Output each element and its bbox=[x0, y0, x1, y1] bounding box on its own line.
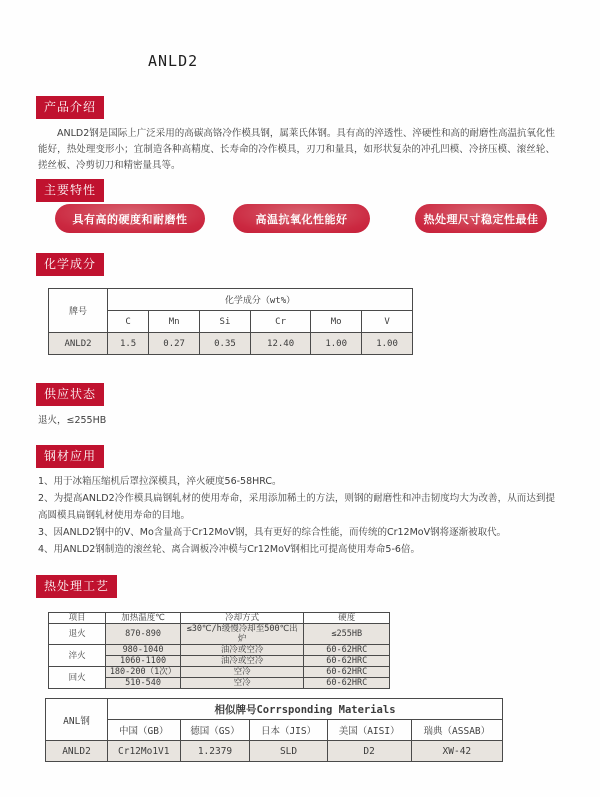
chem-grade-cell: ANLD2 bbox=[49, 333, 108, 355]
application-list bbox=[38, 473, 555, 558]
feature-pill-stability: 热处理尺寸稳定性最佳 bbox=[415, 204, 547, 233]
equiv-col-header: 日本（JIS） bbox=[250, 720, 327, 741]
section-badge-chemistry: 化学成分 bbox=[36, 253, 104, 276]
section-badge-features: 主要特性 bbox=[36, 179, 104, 202]
equiv-value-cell: Cr12Mo1V1 bbox=[108, 741, 181, 762]
heat-item-cell: 回火 bbox=[49, 667, 106, 689]
chem-value-cell: 0.27 bbox=[149, 333, 200, 355]
chem-value-cell: 1.5 bbox=[108, 333, 149, 355]
intro-paragraph: ANLD2钢是国际上广泛采用的高碳高铬冷作模具钢，属莱氏体钢。具有高的淬透性、淬硬性和高的耐磨性高温抗氧化性能好，热处理变形小；宜制造各种高精度、长寿命的冷作模具，刃刀和量具，如形状复杂的冲孔凹模、冷挤压模、滚丝轮、搓丝板、冷剪切刀和精密量具等。 bbox=[38, 128, 555, 171]
chem-col-header: Mn bbox=[149, 311, 200, 333]
heat-hardness-cell: 60-62HRC bbox=[304, 667, 390, 678]
heat-temp-cell: 510-540 bbox=[106, 678, 180, 689]
application-item: 4、用ANLD2钢制造的滚丝轮、离合调板冷冲模与Cr12MoV钢相比可提高使用寿命5-6倍。 bbox=[38, 544, 420, 555]
section-badge-intro: 产品介绍 bbox=[36, 96, 104, 119]
heat-temp-cell: 180-200（1次） bbox=[106, 667, 180, 678]
heat-item-cell: 退火 bbox=[49, 624, 106, 645]
heat-cooling-cell: 油冷或空冷 bbox=[180, 645, 304, 656]
heat-temp-cell: 870-890 bbox=[106, 624, 180, 645]
application-item: 2、为提高ANLD2冷作模具扁钢轧材的使用寿命，采用添加稀土的方法，则钢的耐磨性和冲击韧度均大为改善，从而达到提高圆模具扁钢轧材使用寿命的目地。 bbox=[38, 493, 555, 521]
feature-pill-oxidation: 高温抗氧化性能好 bbox=[233, 204, 370, 233]
application-item: 1、用于冰箱压缩机后罩拉深模具，淬火硬度56-58HRC。 bbox=[38, 476, 282, 487]
equiv-grade-cell: ANLD2 bbox=[46, 741, 108, 762]
equivalent-grades-table bbox=[45, 698, 503, 762]
chem-value-cell: 12.40 bbox=[250, 333, 310, 355]
chem-col-header: Si bbox=[200, 311, 251, 333]
chem-value-cell: 1.00 bbox=[311, 333, 362, 355]
equiv-col-header: 美国（AISI） bbox=[327, 720, 411, 741]
equiv-value-cell: D2 bbox=[327, 741, 411, 762]
chem-col-header: Mo bbox=[311, 311, 362, 333]
heat-col-header: 加热温度℃ bbox=[106, 613, 180, 624]
heat-treatment-table bbox=[48, 612, 390, 689]
heat-cooling-cell: ≤30℃/h缓慢冷却至500℃出炉 bbox=[180, 624, 304, 645]
heat-col-header: 硬度 bbox=[304, 613, 390, 624]
equiv-col-header: 中国（GB） bbox=[108, 720, 181, 741]
heat-hardness-cell: 60-62HRC bbox=[304, 678, 390, 689]
heat-hardness-cell: 60-62HRC bbox=[304, 645, 390, 656]
chem-value-cell: 0.35 bbox=[200, 333, 251, 355]
heat-temp-cell: 980-1040 bbox=[106, 645, 180, 656]
heat-col-header: 项目 bbox=[49, 613, 106, 624]
supply-status-text: 退火，≤255HB bbox=[38, 415, 107, 426]
heat-item-cell: 淬火 bbox=[49, 645, 106, 667]
chem-col-header: C bbox=[108, 311, 149, 333]
page-title: ANLD2 bbox=[148, 52, 199, 70]
feature-pills bbox=[0, 204, 600, 233]
heat-cooling-cell: 空冷 bbox=[180, 667, 304, 678]
equiv-value-cell: XW-42 bbox=[411, 741, 502, 762]
feature-pill-hardness: 具有高的硬度和耐磨性 bbox=[55, 204, 205, 233]
section-badge-supply: 供应状态 bbox=[36, 383, 104, 406]
heat-temp-cell: 1060-1100 bbox=[106, 656, 180, 667]
equiv-col-header: 德国（GS） bbox=[180, 720, 250, 741]
heat-hardness-cell: ≤255HB bbox=[304, 624, 390, 645]
equiv-col-header: 瑞典（ASSAB） bbox=[411, 720, 502, 741]
heat-col-header: 冷却方式 bbox=[180, 613, 304, 624]
chem-value-cell: 1.00 bbox=[362, 333, 413, 355]
equiv-value-cell: SLD bbox=[250, 741, 327, 762]
heat-cooling-cell: 油冷或空冷 bbox=[180, 656, 304, 667]
heat-cooling-cell: 空冷 bbox=[180, 678, 304, 689]
section-badge-heat-treatment: 热处理工艺 bbox=[36, 575, 117, 598]
equiv-group-header: 相似牌号Corrsponding Materials bbox=[108, 699, 503, 720]
chem-col-header: V bbox=[362, 311, 413, 333]
equiv-row-header: ANL钢 bbox=[46, 699, 108, 741]
section-badge-application: 钢材应用 bbox=[36, 445, 104, 468]
application-item: 3、因ANLD2钢中的V、Mo含量高于Cr12MoV钢，具有更好的综合性能，而传统的Cr12MoV钢将逐渐被取代。 bbox=[38, 527, 507, 538]
chem-grade-header: 牌号 bbox=[49, 289, 108, 333]
equiv-value-cell: 1.2379 bbox=[180, 741, 250, 762]
chem-col-header: Cr bbox=[250, 311, 310, 333]
chem-group-header: 化学成分（wt%） bbox=[108, 289, 413, 311]
chemical-composition-table bbox=[48, 288, 413, 355]
heat-hardness-cell: 60-62HRC bbox=[304, 656, 390, 667]
